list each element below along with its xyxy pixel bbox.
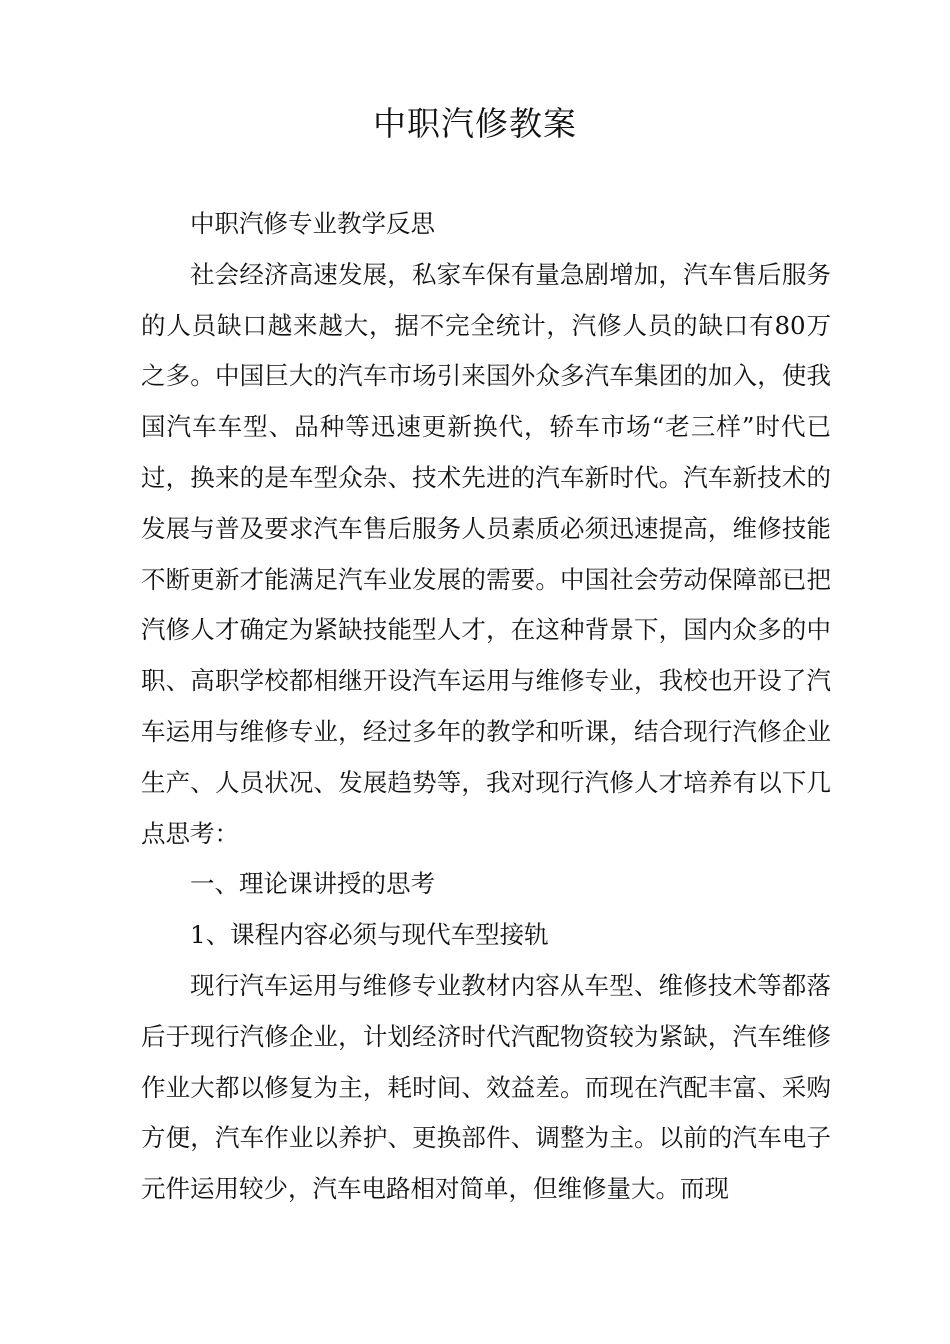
body-paragraph: 社会经济高速发展，私家车保有量急剧增加，汽车售后服务的人员缺口越来越大，据不完全统计，汽修人员的缺口有80万之多。中国巨大的汽车市场引来国外众多汽车集团的加入，使我国汽车车型、品种等迅速更新换代，轿车市场“老三样”时代已过，换来的是车型众杂、技术先进的汽车新时代。汽车新技术的发展与普及要求汽车售后服务人员素质必须迅速提高，维修技能不断更新才能满足汽车业发展的需要。中国社会劳动保障部已把汽修人才确定为紧缺技能型人才，在这种背景下，国内众多的中职、高职学校都相继开设汽车运用与维修专业，我校也开设了汽车运用与维修专业，经过多年的教学和听课，结合现行汽修企业生产、人员状况、发展趋势等，我对现行汽修人才培养有以下几点思考： xyxy=(141,259,831,848)
subsection-heading: 一、理论课讲授的思考 xyxy=(190,869,435,899)
document-body xyxy=(141,199,831,1215)
body-paragraph: 现行汽车运用与维修专业教材内容从车型、维修技术等都落后于现行汽修企业，计划经济时代汽配物资较为紧缺，汽车维修作业大都以修复为主，耗时间、效益差。而现在汽配丰富、采购方便，汽车作业以养护、更换部件、调整为主。以前的汽车电子元件运用较少，汽车电路相对简单，但维修量大。而现 xyxy=(141,970,831,1204)
subsection-heading: 1、课程内容必须与现代车型接轨 xyxy=(190,920,549,950)
document-title: 中职汽修教案 xyxy=(373,104,577,143)
section-heading: 中职汽修专业教学反思 xyxy=(190,209,435,238)
